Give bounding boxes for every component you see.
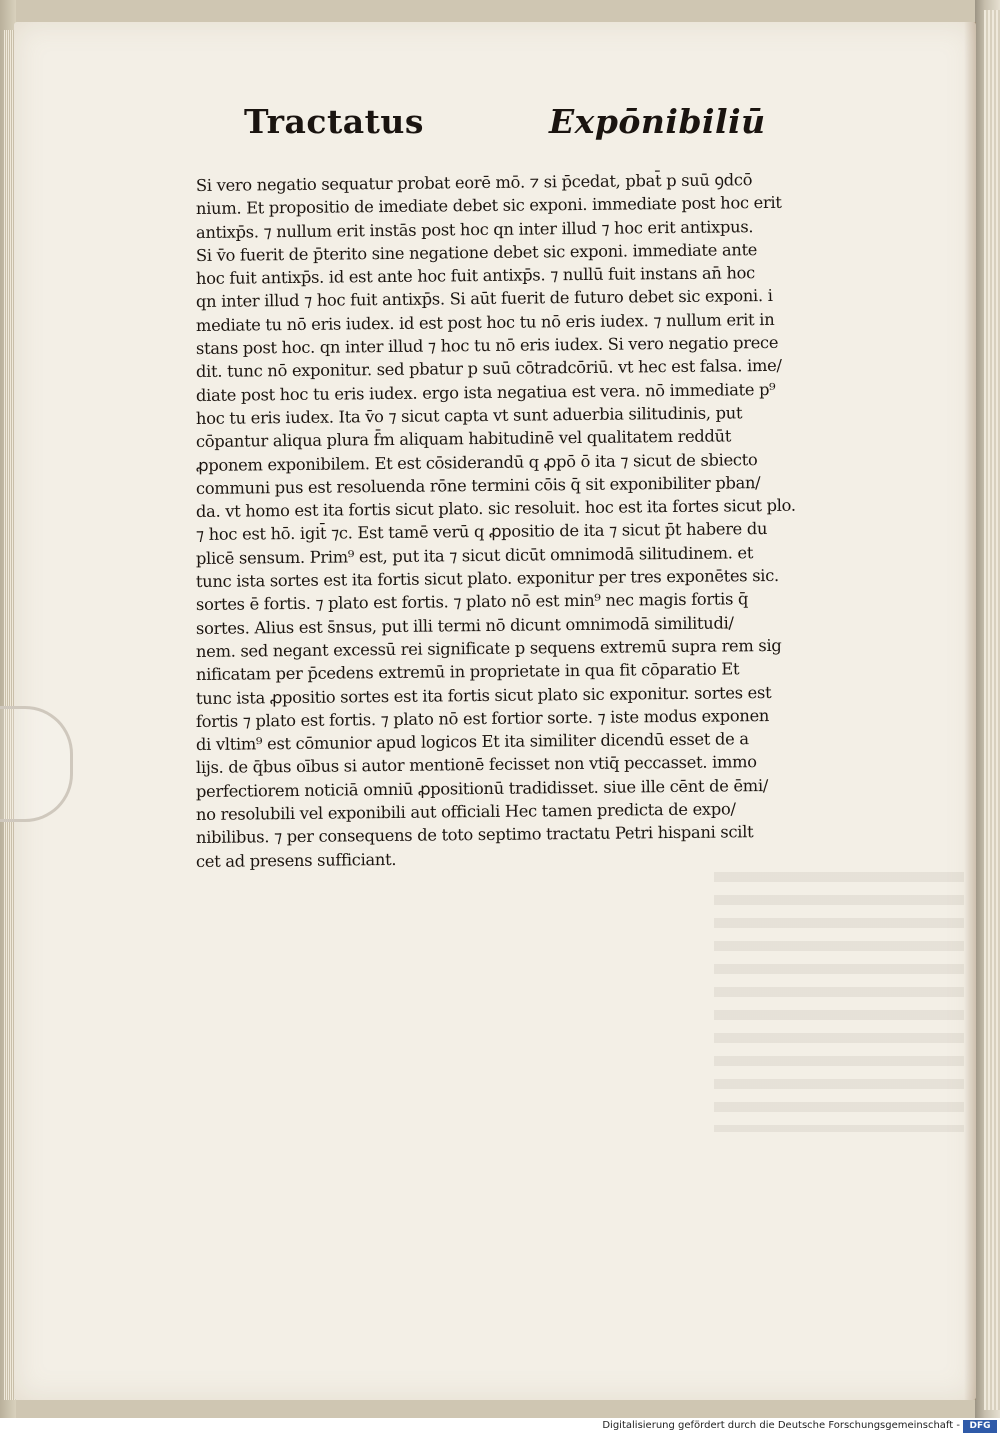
text-line: dit. tunc nō exponitur. sed pbatur p suū cōtradcōriū. vt hec est falsa. ime/ [195, 356, 782, 382]
text-line: fortis ⁊ plato est fortis. ⁊ plato nō est fortior sorte. ⁊ iste modus exponen [195, 705, 770, 731]
text-line: nium. Et propositio de imediate debet sic exponi. immediate post hoc erit [195, 193, 782, 219]
text-line: nificatam per p̄cedens extremū in proprietate in qua fit cōparatio Et [195, 659, 740, 685]
header-left-title: Tractatus [244, 102, 424, 141]
footer-bar [0, 1418, 1000, 1436]
text-line: plicē sensum. Prim⁹ est, put ita ⁊ sicut dicūt omnimodā silitudinem. et [195, 542, 754, 568]
page-edge-shadow [964, 22, 976, 1400]
text-line: di vltim⁹ est cōmunior apud logicos Et ita similiter dicendū esset de a [195, 729, 749, 755]
text-line: nibilibus. ⁊ per consequens de toto septimo tractatu Petri hispani scilt [195, 822, 754, 848]
text-line: Si v̄o fuerit de p̄terito sine negatione debet sic exponi. immediate ante [195, 240, 758, 265]
text-line: Si vero negatio sequatur probat eorē mō. ⁊ si p̄cedat, pbat̄ p suū ꝯdcō [195, 170, 753, 195]
page-header [14, 102, 976, 162]
text-line: antixp̄s. ⁊ nullum erit instās post hoc qn inter illud ⁊ hoc erit antixpus. [195, 216, 754, 242]
header-right-title: Expōnibiliū [549, 102, 766, 141]
text-line: ⁊ hoc est hō. igit̄ ⁊c. Est tamē verū q ꝓpositio de ita ⁊ sicut p̄t habere du [195, 519, 768, 545]
text-line: nem. sed negant excessū rei significate p sequens extremū supra rem sig [195, 635, 782, 661]
text-line: cōpantur aliqua plura f̄m aliquam habitudinē vel qualitatem reddūt [195, 426, 732, 452]
text-line: hoc fuit antixp̄s. id est ante hoc fuit antixp̄s. ⁊ nullū fuit instans an̄ hoc [195, 263, 756, 289]
text-line: mediate tu nō eris iudex. id est post hoc tu nō eris iudex. ⁊ nullum erit in [195, 309, 775, 335]
main-text-block [195, 170, 836, 873]
funding-credit: Digitalisierung gefördert durch die Deutsche Forschungsgemeinschaft - [602, 1420, 960, 1431]
text-line: tunc ista sortes est ita fortis sicut plato. exponitur per tres exponētes sic. [195, 565, 779, 592]
text-line: diate post hoc tu eris iudex. ergo ista negatiua est vera. nō immediate p⁹ [195, 379, 776, 405]
text-line: lijs. de q̄bus oībus si autor mentionē fecisset non vtiq̄ peccasset. immo [195, 752, 757, 778]
text-line: no resolubili vel exponibili aut officiali Hec tamen predicta de expo/ [195, 799, 736, 825]
text-line: hoc tu eris iudex. Ita v̄o ⁊ sicut capta vt sunt aduerbia silitudinis, put [195, 403, 743, 428]
dfg-logo: DFG [963, 1420, 997, 1433]
text-line: cet ad presens sufficiant. [195, 849, 397, 871]
text-line: communi pus est resoluenda rōne termini cōis q̄ sit exponibiliter pban/ [195, 472, 761, 498]
text-line: sortes ē fortis. ⁊ plato est fortis. ⁊ plato nō est min⁹ nec magis fortis q̄ [195, 589, 749, 615]
book-spine [984, 10, 1000, 1410]
text-line: qn inter illud ⁊ hoc fuit antixp̄s. Si aūt fuerit de futuro debet sic exponi. i [195, 286, 773, 312]
text-line: da. vt homo est ita fortis sicut plato. sic resoluit. hoc est ita fortes sicut plo. [195, 495, 796, 522]
text-line: sortes. Alius est s̄nsus, put illi termi nō dicunt omnimodā similitudi/ [195, 613, 734, 638]
text-line: perfectiorem noticiā omniū ꝓpositionū tradidisset. siue ille cēnt de ēmi/ [195, 775, 769, 801]
text-line: stans post hoc. qn inter illud ⁊ hoc tu nō eris iudex. Si vero negatio prece [195, 332, 779, 359]
text-line: tunc ista ꝓpositio sortes est ita fortis sicut plato sic exponitur. sortes est [195, 682, 772, 708]
book-page [14, 22, 976, 1400]
show-through-text [714, 872, 964, 1132]
text-line: ꝓponem exponibilem. Et est cōsiderandū q ꝓpō ō ita ⁊ sicut de sbiecto [195, 449, 758, 475]
